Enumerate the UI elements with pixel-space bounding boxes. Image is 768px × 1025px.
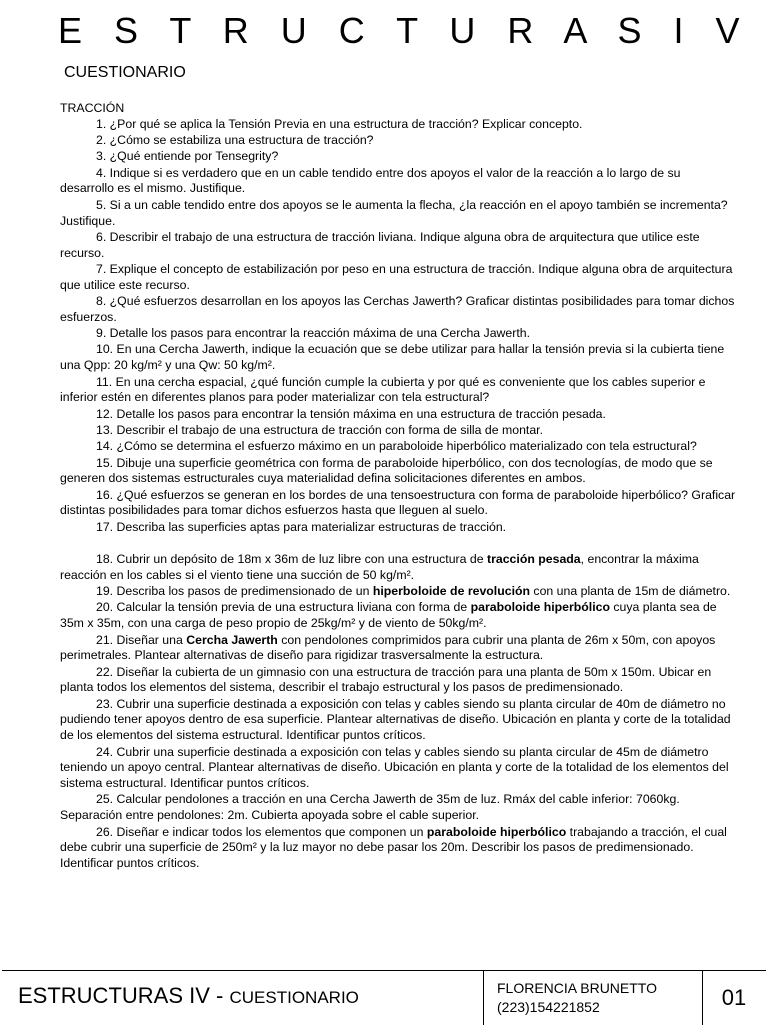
question-emphasis: hiperboloide de revolución xyxy=(372,584,531,599)
question-item xyxy=(60,745,736,792)
question-text: 10. En una Cercha Jawerth, indique la ecuación que se debe utilizar para hallar la tensión previa si la cubierta tiene una Qpp: 20 kg/m² y una Qw: 50 kg/m². xyxy=(60,342,725,373)
question-text: 5. Si a un cable tendido entre dos apoyos se le aumenta la flecha, ¿la reacción en el apoyo también se incrementa? Justifique. xyxy=(60,197,728,228)
question-item xyxy=(60,423,736,439)
question-text: 1. ¿Por qué se aplica la Tensión Previa en una estructura de tracción? Explicar concepto. xyxy=(96,116,583,131)
question-item xyxy=(60,488,736,520)
question-item xyxy=(60,520,736,536)
question-text: 21. Diseñar una xyxy=(96,632,187,647)
author-phone: (223)154221852 xyxy=(497,999,600,1015)
question-item xyxy=(60,600,736,632)
question-emphasis: paraboloide hiperbólico xyxy=(426,824,567,839)
question-text: 9. Detalle los pasos para encontrar la reacción máxima de una Cercha Jawerth. xyxy=(96,326,531,341)
question-text: 25. Calcular pendolones a tracción en una Cercha Jawerth de 35m de luz. Rmáx del cable inferior: 7060kg. Separación entre pendolones: 2m. Cubierta apoyada sobre el cable superior. xyxy=(60,792,680,823)
question-list xyxy=(60,117,736,872)
questionnaire-body xyxy=(60,101,736,872)
author-name: FLORENCIA BRUNETTO xyxy=(497,980,657,996)
question-item xyxy=(60,133,736,149)
question-item xyxy=(60,665,736,697)
question-text: trabajando a tracción, el cual debe cubrir una superficie de 250m² y la luz mayor no debe pasar los 20m. Describir los pasos de predimensionado. Identificar puntos críticos. xyxy=(60,824,727,871)
footer-author xyxy=(497,979,657,1017)
question-text: 12. Detalle los pasos para encontrar la tensión máxima en una estructura de tracción pesada. xyxy=(96,406,606,421)
question-text: 17. Describa las superficies aptas para materializar estructuras de tracción. xyxy=(96,519,507,534)
question-item xyxy=(60,697,736,744)
footer-course-name: ESTRUCTURAS IV xyxy=(18,983,210,1008)
question-text: cuya planta sea de 35m x 35m, con una carga de peso propio de 25kg/m² y de viento de 50kg/m². xyxy=(60,600,717,631)
question-item xyxy=(60,407,736,423)
question-text: 2. ¿Cómo se estabiliza una estructura de tracción? xyxy=(96,133,374,148)
question-item xyxy=(60,262,736,294)
question-text: 8. ¿Qué esfuerzos desarrollan en los apoyos las Cerchas Jawerth? Graficar distintas posibilidades para tomar dichos esfuerzos. xyxy=(60,294,735,324)
question-emphasis: paraboloide hiperbólico xyxy=(470,600,610,615)
question-text: 26. Diseñar e indicar todos los elementos que componen un xyxy=(96,824,427,839)
question-item xyxy=(60,117,736,133)
question-item xyxy=(60,149,736,165)
question-item xyxy=(60,552,736,584)
section-title: TRACCIÓN xyxy=(60,101,125,115)
question-text: 22. Diseñar la cubierta de un gimnasio con una estructura de tracción para una planta de 50m x 150m. Ubicar en planta todos los elementos del sistema, describir el trabajo estructural y los pasos de predimensionado. xyxy=(60,664,712,695)
footer-divider xyxy=(483,971,484,1025)
question-text: con pendolones comprimidos para cubrir una planta de 26m x 50m, con apoyos perimetrales. Plantear alternativas de diseño para rigidizar trasversalmente la estructura. xyxy=(60,632,716,663)
question-item xyxy=(60,792,736,824)
question-item xyxy=(60,825,736,872)
question-text: 20. Calcular la tensión previa de una estructura liviana con forma de xyxy=(96,600,471,615)
question-emphasis: tracción pesada xyxy=(487,552,581,567)
question-text: 18. Cubrir un depósito de 18m x 36m de luz libre con una estructura de xyxy=(96,552,487,567)
question-item xyxy=(60,198,736,230)
question-text: 7. Explique el concepto de estabilización por peso en una estructura de tracción. Indique alguna obra de arquitectura que utilice este recurso. xyxy=(60,261,733,292)
question-text: 14. ¿Cómo se determina el esfuerzo máximo en un paraboloide hiperbólico materializado con tela estructural? xyxy=(96,439,697,454)
question-text: 3. ¿Qué entiende por Tensegrity? xyxy=(96,149,279,164)
question-text: 11. En una cercha espacial, ¿qué función cumple la cubierta y por qué es conveniente que los cables superior e inferior estén en diferentes planos para poder materializar con tela estructural? xyxy=(60,374,706,405)
question-item xyxy=(60,584,736,600)
question-emphasis: Cercha Jawerth xyxy=(186,632,278,647)
page-number: 01 xyxy=(721,985,747,1010)
question-item xyxy=(60,294,736,326)
question-item xyxy=(60,166,736,198)
question-item xyxy=(60,439,736,455)
question-text: 23. Cubrir una superficie destinada a exposición con telas y cables siendo su planta circular de 40m de diámetro no pudiendo tener apoyos dentro de esa superficie. Plantear alternativas de diseño. Ubicación en planta y corte de la totalidad de los elementos del sistema estructural. Identificar puntos críticos. xyxy=(60,696,731,743)
question-text: 16. ¿Qué esfuerzos se generan en los bordes de una tensoestructura con forma de paraboloide hiperbólico? Graficar distintas posibilidades para tomar dichos esfuerzos hasta que lleguen al suelo. xyxy=(60,487,736,518)
question-text: 6. Describir el trabajo de una estructura de tracción liviana. Indique alguna obra de arquitectura que utilice este recurso. xyxy=(60,229,700,260)
question-text: con una planta de 15m de diámetro. xyxy=(530,584,731,599)
document-title: E S T R U C T U R A S I V xyxy=(58,10,751,51)
question-text: 24. Cubrir una superficie destinada a exposición con telas y cables siendo su planta circular de 45m de diámetro teniendo un apoyo central. Plantear alternativas de diseño. Ubicación en planta y corte de la totalidad de los elementos del sistema estructural. Identificar puntos críticos. xyxy=(60,744,729,791)
question-item xyxy=(60,230,736,262)
question-text: , encontrar la máxima reacción en los cables si el viento tiene una succión de 50 kg/m². xyxy=(60,552,699,582)
question-item xyxy=(60,456,736,488)
page-footer xyxy=(2,970,766,1025)
question-text: 15. Dibuje una superficie geométrica con forma de paraboloide hiperbólico, con dos tecnologías, de modo que se generen dos sistemas estructurales cuya materialidad defina solicitaciones diferentes en ambos. xyxy=(60,455,713,486)
section-gap xyxy=(60,536,736,552)
question-item xyxy=(60,633,736,665)
question-text: 19. Describa los pasos de predimensionado de un xyxy=(96,584,373,599)
footer-course-subtitle: CUESTIONARIO xyxy=(229,988,359,1007)
document-subtitle: CUESTIONARIO xyxy=(64,64,186,81)
footer-course xyxy=(18,983,359,1009)
question-text: 13. Describir el trabajo de una estructura de tracción con forma de silla de montar. xyxy=(96,422,544,437)
question-item xyxy=(60,375,736,407)
question-text: 4. Indique si es verdadero que en un cable tendido entre dos apoyos el valor de la reacción a lo largo de su desarrollo es el mismo. Justifique. xyxy=(60,165,681,196)
question-item xyxy=(60,326,736,342)
footer-separator: - xyxy=(209,983,230,1008)
question-item xyxy=(60,342,736,374)
